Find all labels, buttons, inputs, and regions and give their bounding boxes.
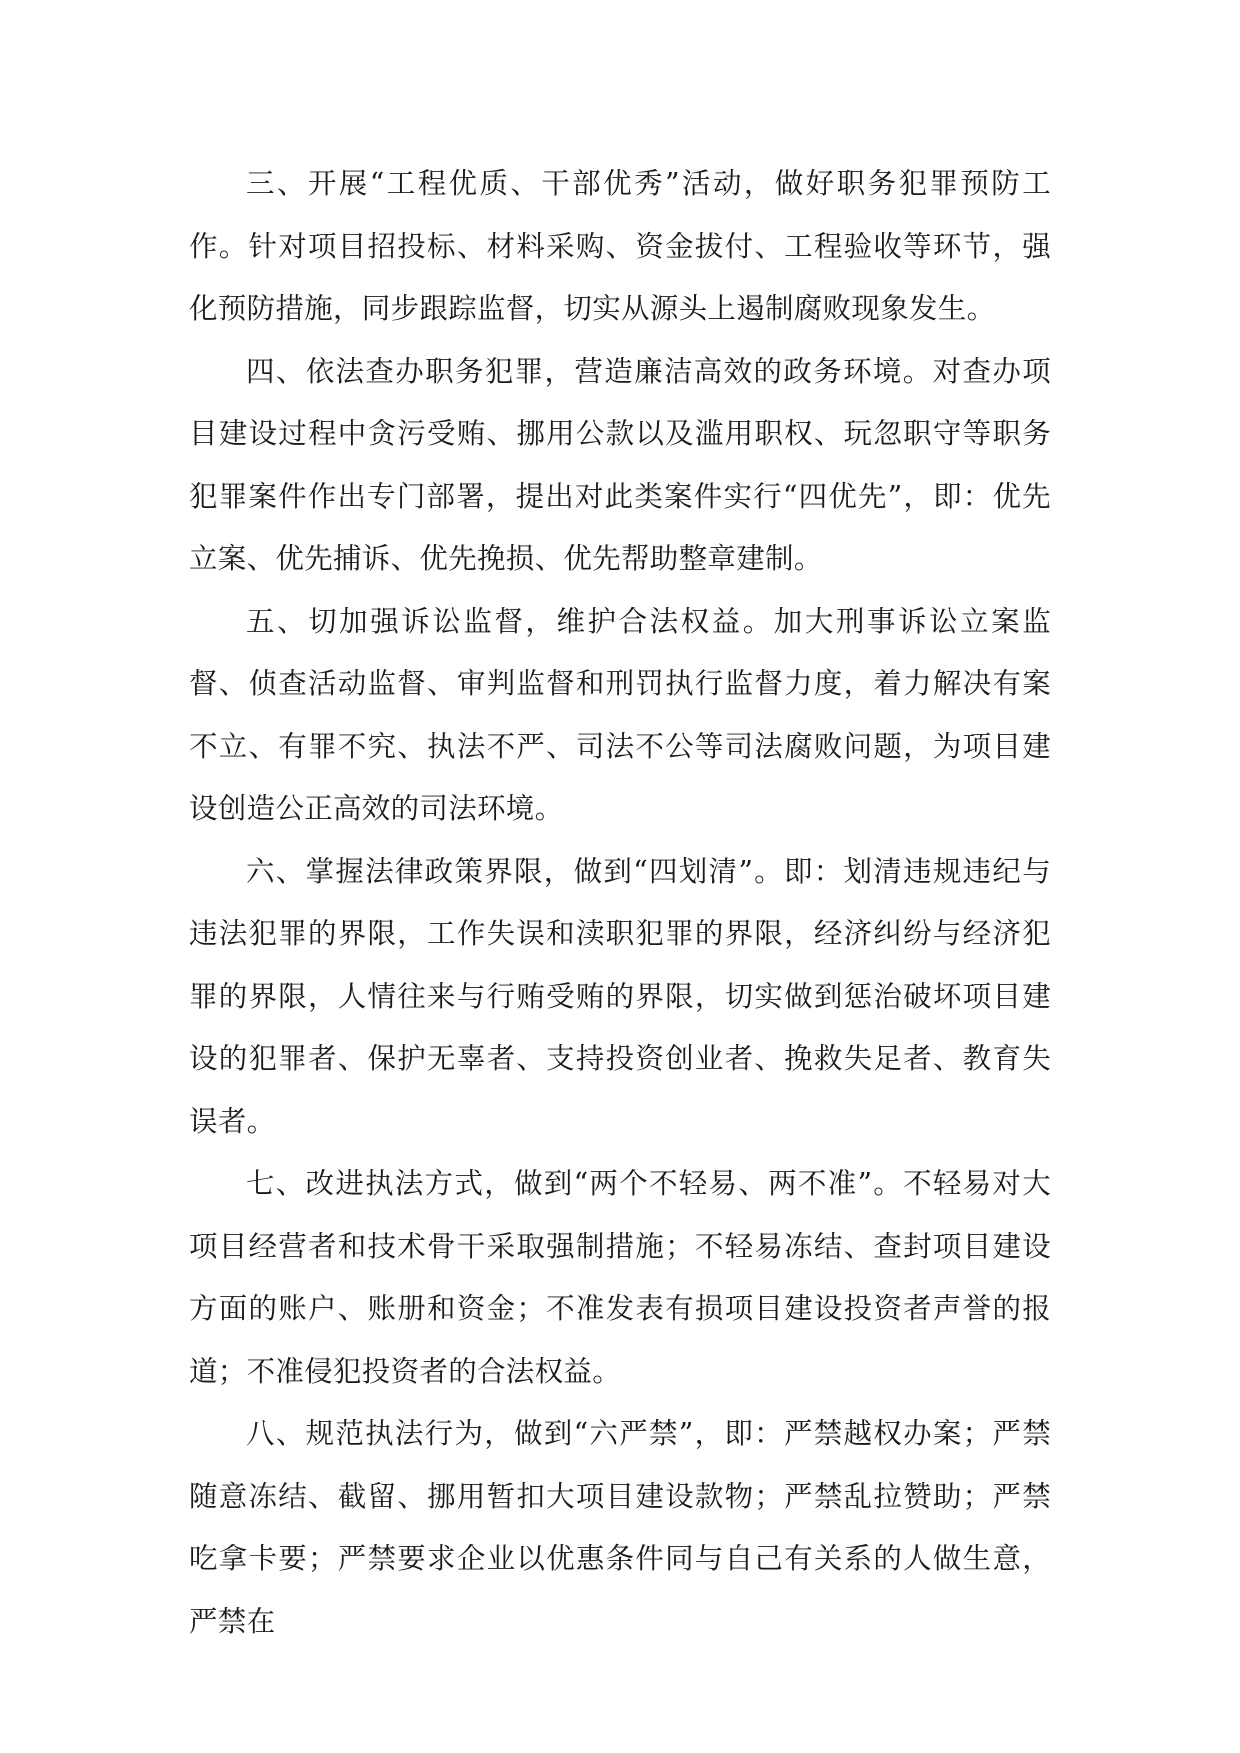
document-body <box>189 153 1051 1653</box>
paragraph-6: 六、掌握法律政策界限，做到“四划清”。即：划清违规违纪与违法犯罪的界限，工作失误和渎职犯罪的界限，经济纠纷与经济犯罪的界限，人情往来与行贿受贿的界限，切实做到惩治破坏项目建设的犯罪者、保护无辜者、支持投资创业者、挽救失足者、教育失误者。 <box>189 854 1051 1138</box>
paragraph-4: 四、依法查办职务犯罪，营造廉洁高效的政务环境。对查办项目建设过程中贪污受贿、挪用公款以及滥用职权、玩忽职守等职务犯罪案件作出专门部署，提出对此类案件实行“四优先”，即：优先立案、优先捕诉、优先挽损、优先帮助整章建制。 <box>189 354 1051 575</box>
paragraph-3: 三、开展“工程优质、干部优秀”活动，做好职务犯罪预防工作。针对项目招投标、材料采购、资金拔付、工程验收等环节，强化预防措施，同步跟踪监督，切实从源头上遏制腐败现象发生。 <box>189 167 1051 325</box>
paragraph-5: 五、切加强诉讼监督，维护合法权益。加大刑事诉讼立案监督、侦查活动监督、审判监督和刑罚执行监督力度，着力解决有案不立、有罪不究、执法不严、司法不公等司法腐败问题，为项目建设创造公正高效的司法环境。 <box>189 604 1051 825</box>
paragraph-8: 八、规范执法行为，做到“六严禁”，即：严禁越权办案；严禁随意冻结、截留、挪用暂扣大项目建设款物；严禁乱拉赞助；严禁吃拿卡要；严禁要求企业以优惠条件同与自己有关系的人做生意，严禁在 <box>189 1417 1051 1638</box>
paragraph-7: 七、改进执法方式，做到“两个不轻易、两不准”。不轻易对大项目经营者和技术骨干采取强制措施；不轻易冻结、查封项目建设方面的账户、账册和资金；不准发表有损项目建设投资者声誉的报道；不准侵犯投资者的合法权益。 <box>189 1167 1051 1388</box>
